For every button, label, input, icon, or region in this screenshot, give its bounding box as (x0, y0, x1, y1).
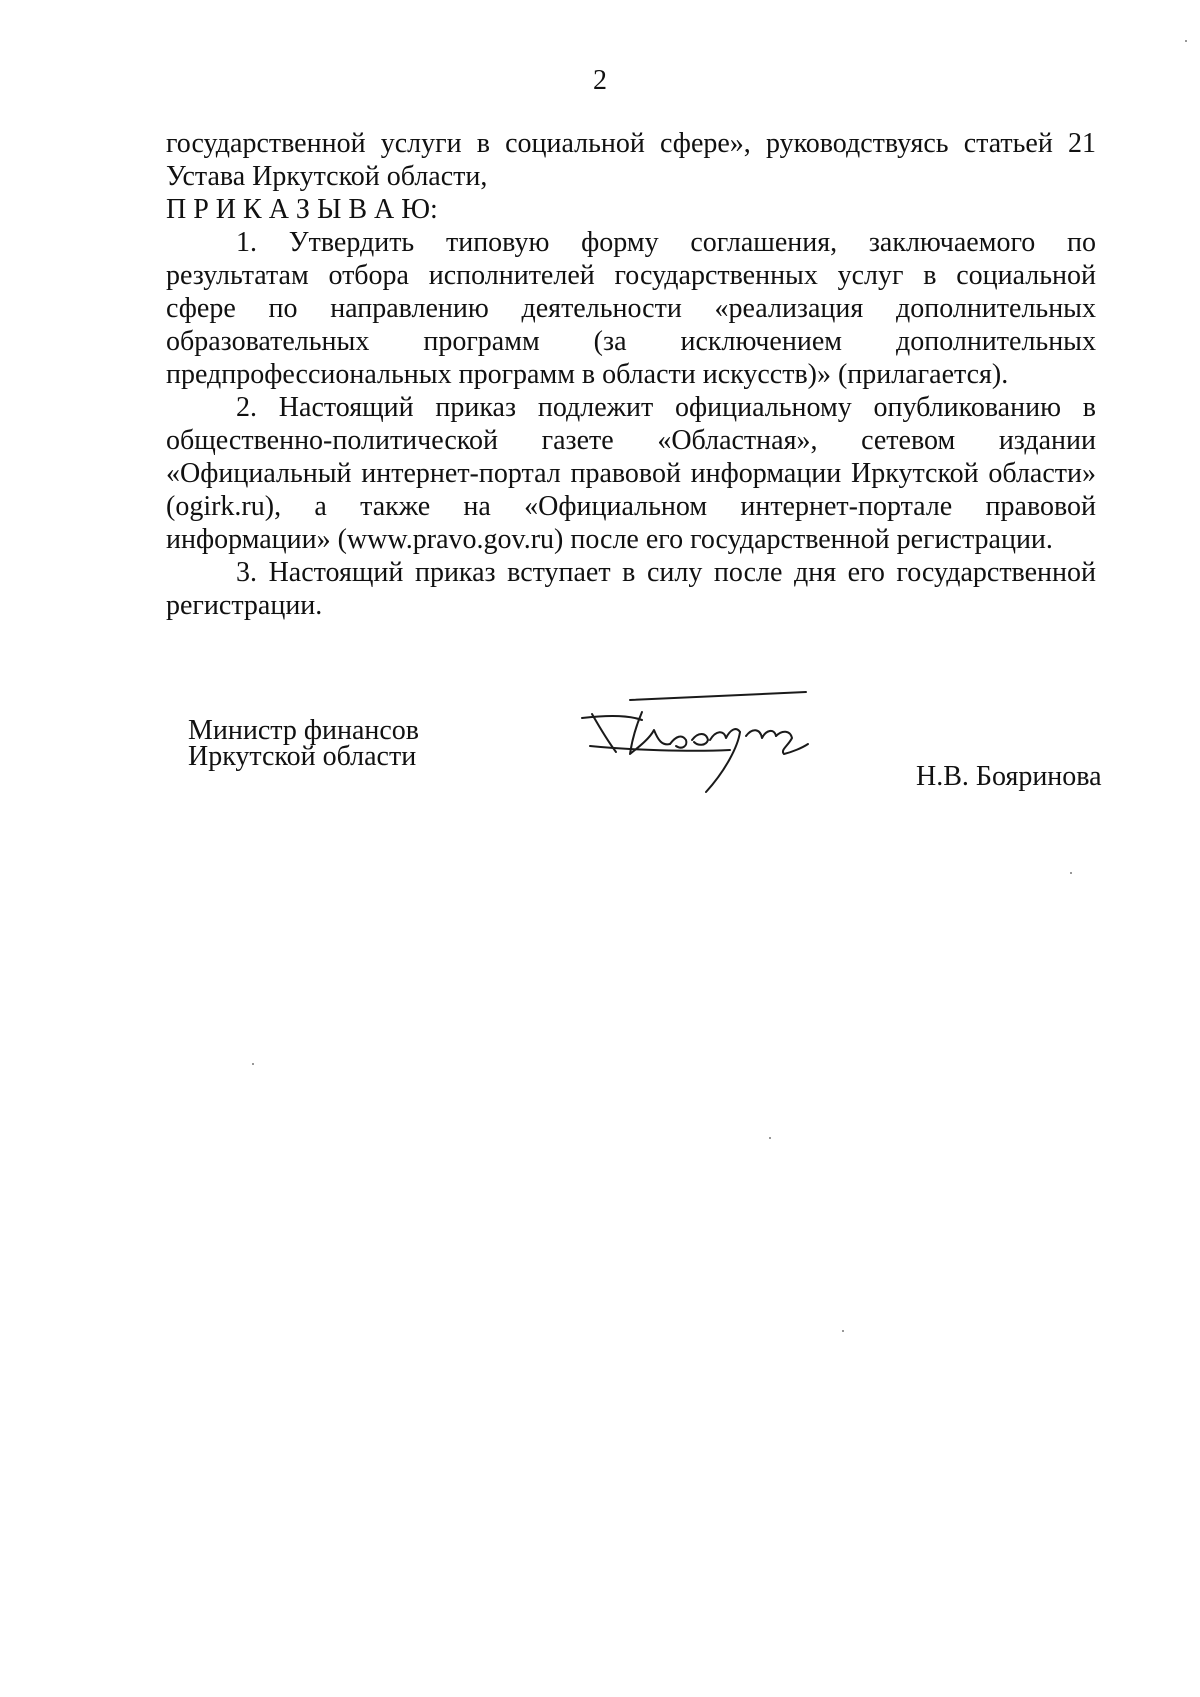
scan-speck (842, 1330, 844, 1332)
scan-speck (1185, 40, 1187, 42)
intro-paragraph: государственной услуги в социальной сфере», руководствуясь статьей 21 Устава Иркутской области, (166, 128, 1096, 192)
signatory-position (188, 715, 420, 772)
handwritten-signature (570, 680, 830, 800)
page-number: 2 (593, 65, 607, 96)
scan-speck (252, 1063, 254, 1065)
scan-speck (1070, 872, 1072, 874)
order-word: П Р И К А З Ы В А Ю: (166, 194, 438, 225)
order-item-3: 3. Настоящий приказ вступает в силу после дня его государственной регистрации. (166, 557, 1096, 621)
signatory-name: Н.В. Бояринова (916, 761, 1102, 792)
signatory-position-line-1: Министр финансов (188, 715, 420, 746)
document-body (166, 127, 1096, 622)
signatory-position-line-2: Иркутской области (188, 741, 417, 772)
order-item-2: 2. Настоящий приказ подлежит официальному опубликованию в общественно-политической газете «Областная», сетевом издании «Официальный интернет-портал правовой информации Иркутской области» (ogirk.ru), а также на «Официальном интернет-портале правовой информации» (www.pravo.gov.ru) после его государственной регистрации. (166, 392, 1096, 555)
order-item-1: 1. Утвердить типовую форму соглашения, заключаемого по результатам отбора исполнителей государственных услуг в социальной сфере по направлению деятельности «реализация дополнительных образовательных программ (за исключением дополнительных предпрофессиональных программ в области искусств)» (прилагается). (166, 227, 1096, 390)
scan-speck (769, 1137, 771, 1139)
